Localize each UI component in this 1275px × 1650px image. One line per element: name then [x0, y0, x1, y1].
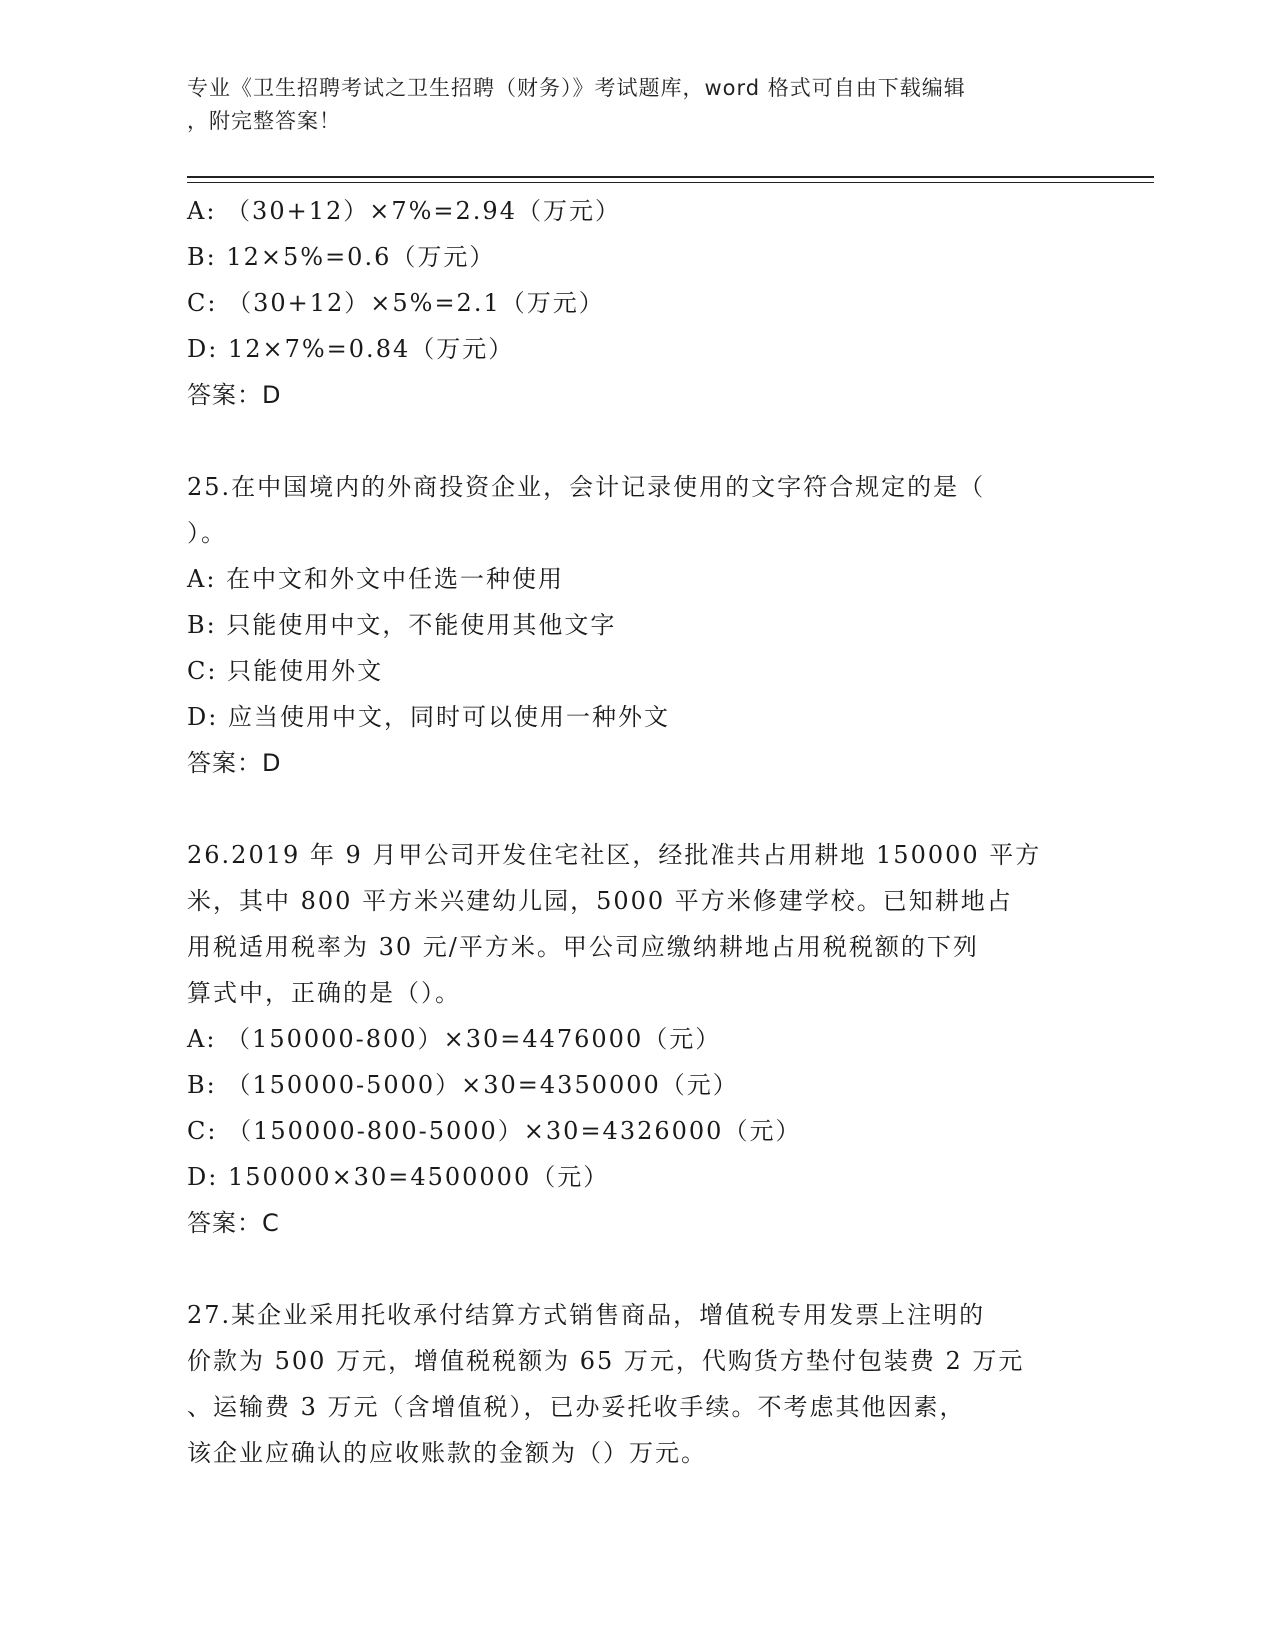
question-24-tail	[187, 188, 1087, 418]
option-d: D: 12×7%=0.84（万元）	[187, 335, 515, 363]
option-a: A: （150000-800）×30=4476000（元）	[187, 1025, 722, 1053]
option-d: D: 150000×30=4500000（元）	[187, 1163, 610, 1191]
question-26	[187, 832, 1087, 1246]
header-line-2: ，附完整答案！	[187, 109, 341, 133]
question-text-line-1: 27.某企业采用托收承付结算方式销售商品，增值税专用发票上注明的	[187, 1301, 986, 1329]
question-25	[187, 464, 1087, 786]
question-text-line-3: 用税适用税率为 30 元/平方米。甲公司应缴纳耕地占用税税额的下列	[187, 933, 979, 961]
question-text-line-1: 26.2019 年 9 月甲公司开发住宅社区，经批准共占用耕地 150000 平方	[187, 841, 1042, 869]
header-rule-thin	[187, 182, 1154, 183]
option-b: B: 12×5%=0.6（万元）	[187, 243, 496, 271]
answer: 答案：D	[187, 381, 282, 409]
header-line-1: 专业《卫生招聘考试之卫生招聘（财务）》考试题库，word 格式可自由下载编辑	[187, 76, 966, 100]
option-b: B: （150000-5000）×30=4350000（元）	[187, 1071, 739, 1099]
question-text-line-2: ）。	[187, 519, 227, 547]
option-c: C: （150000-800-5000）×30=4326000（元）	[187, 1117, 802, 1145]
question-text-line-4: 该企业应确认的应收账款的金额为（）万元。	[187, 1439, 707, 1467]
question-text-line-3: 、运输费 3 万元（含增值税），已办妥托收手续。不考虑其他因素，	[187, 1393, 966, 1421]
header-rule-thick	[187, 176, 1154, 178]
option-a: A: （30+12）×7%=2.94（万元）	[187, 197, 621, 225]
question-27	[187, 1292, 1087, 1476]
option-d: D: 应当使用中文，同时可以使用一种外文	[187, 703, 670, 731]
option-a: A: 在中文和外文中任选一种使用	[187, 565, 565, 593]
option-c: C: 只能使用外文	[187, 657, 384, 685]
question-text-line-2: 米，其中 800 平方米兴建幼儿园，5000 平方米修建学校。已知耕地占	[187, 887, 1013, 915]
answer: 答案：C	[187, 1209, 280, 1237]
option-b: B: 只能使用中文，不能使用其他文字	[187, 611, 617, 639]
answer: 答案：D	[187, 749, 282, 777]
question-text-line-2: 价款为 500 万元，增值税税额为 65 万元，代购货方垫付包装费 2 万元	[187, 1347, 1025, 1375]
option-c: C: （30+12）×5%=2.1（万元）	[187, 289, 605, 317]
question-text-line-1: 25.在中国境内的外商投资企业，会计记录使用的文字符合规定的是（	[187, 473, 986, 501]
question-list	[187, 188, 1087, 1476]
question-text-line-4: 算式中，正确的是（）。	[187, 979, 461, 1007]
document-header	[187, 72, 1087, 138]
